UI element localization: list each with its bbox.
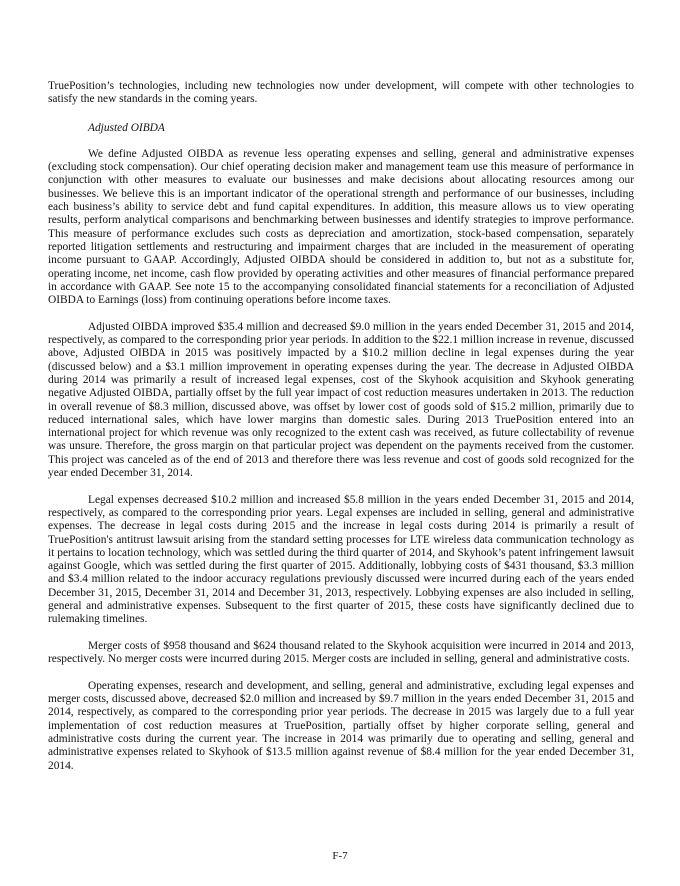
document-body [48, 80, 634, 773]
page-number: F-7 [332, 850, 348, 862]
paragraph-operating-expenses: Operating expenses, research and development, and selling, general and administrative, excluding legal expenses and merger costs, discussed above, decreased $2.0 million and increased by $9.7 million in the years ended December 31, 2015 and 2014, respectively, as compared to the corresponding prior year periods. The decrease in 2015 was largely due to a full year implementation of cost reduction measures at TruePosition, partially offset by higher corporate selling, general and administrative costs during the current year. The increase in 2014 was primarily due to operating and selling, general and administrative expenses related to Skyhook of $13.5 million against revenue of $8.4 million for the year ended December 31, 2014. [48, 679, 634, 772]
paragraph-legal-expenses: Legal expenses decreased $10.2 million and increased $5.8 million in the years ended December 31, 2015 and 2014, respectively, as compared to the corresponding prior years. Legal expenses are included in selling, general and administrative expenses. The decrease in legal costs during 2015 and the increase in legal costs during 2014 is primarily a result of TruePosition's antitrust lawsuit arising from the standard setting processes for LTE wireless data communication technology as it pertains to location technology, which was settled during the third quarter of 2014, and Skyhook’s patent infringement lawsuit against Google, which was settled during the first quarter of 2015. Additionally, lobbying costs of $431 thousand, $3.3 million and $3.4 million related to the indoor accuracy regulations previously discussed were incurred during each of the years ended December 31, 2015, December 31, 2014 and December 31, 2013, respectively. Lobbying expenses are also included in selling, general and administrative expenses. Subsequent to the first quarter of 2015, these costs have significantly declined due to rulemaking timelines. [48, 493, 634, 626]
paragraph-adjusted-oibda-results: Adjusted OIBDA improved $35.4 million and decreased $9.0 million in the years ended December 31, 2015 and 2014, respectively, as compared to the corresponding prior year periods. In addition to the $22.1 million increase in revenue, discussed above, Adjusted OIBDA in 2015 was positively impacted by a $10.2 million decline in legal expenses during the year (discussed below) and a $3.1 million improvement in operating expenses during the year. The decrease in Adjusted OIBDA during 2014 was primarily a result of increased legal expenses, cost of the Skyhook acquisition and Skyhook generating negative Adjusted OIBDA, partially offset by the full year impact of cost reduction measures undertaken in 2013. The reduction in overall revenue of $8.3 million, discussed above, was offset by lower cost of goods sold of $15.2 million, primarily due to reduced international sales, which have lower margins than domestic sales. During 2013 TruePosition entered into an international project for which revenue was only recognized to the extent cash was received, as future collectability of revenue was unsure. Therefore, the gross margin on that particular project was dependent on the payments received from the customer. This project was canceled as of the end of 2013 and therefore there was less revenue and cost of goods sold recognized for the year ended December 31, 2014. [48, 320, 634, 480]
intro-paragraph: TruePosition’s technologies, including new technologies now under development, will compete with other technologies to satisfy the new standards in the coming years. [48, 80, 634, 106]
paragraph-adjusted-oibda-definition: We define Adjusted OIBDA as revenue less operating expenses and selling, general and administrative expenses (excluding stock compensation). Our chief operating decision maker and management team use this measure of performance in conjunction with other measures to evaluate our businesses and make decisions about allocating resources among our businesses. We believe this is an important indicator of the operational strength and performance of our businesses, including each business’s ability to service debt and fund capital expenditures. In addition, this measure allows us to view operating results, perform analytical comparisons and benchmarking between businesses and identify strategies to improve performance. This measure of performance excludes such costs as depreciation and amortization, stock-based compensation, separately reported litigation settlements and restructuring and impairment charges that are included in the measurement of operating income pursuant to GAAP. Accordingly, Adjusted OIBDA should be considered in addition to, but not as a substitute for, operating income, net income, cash flow provided by operating activities and other measures of financial performance prepared in accordance with GAAP. See note 15 to the accompanying consolidated financial statements for a reconciliation of Adjusted OIBDA to Earnings (loss) from continuing operations before income taxes. [48, 147, 634, 307]
paragraph-merger-costs: Merger costs of $958 thousand and $624 thousand related to the Skyhook acquisition were incurred in 2014 and 2013, respectively. No merger costs were incurred during 2015. Merger costs are included in selling, general and administrative costs. [48, 639, 634, 666]
section-heading: Adjusted OIBDA [88, 121, 165, 134]
